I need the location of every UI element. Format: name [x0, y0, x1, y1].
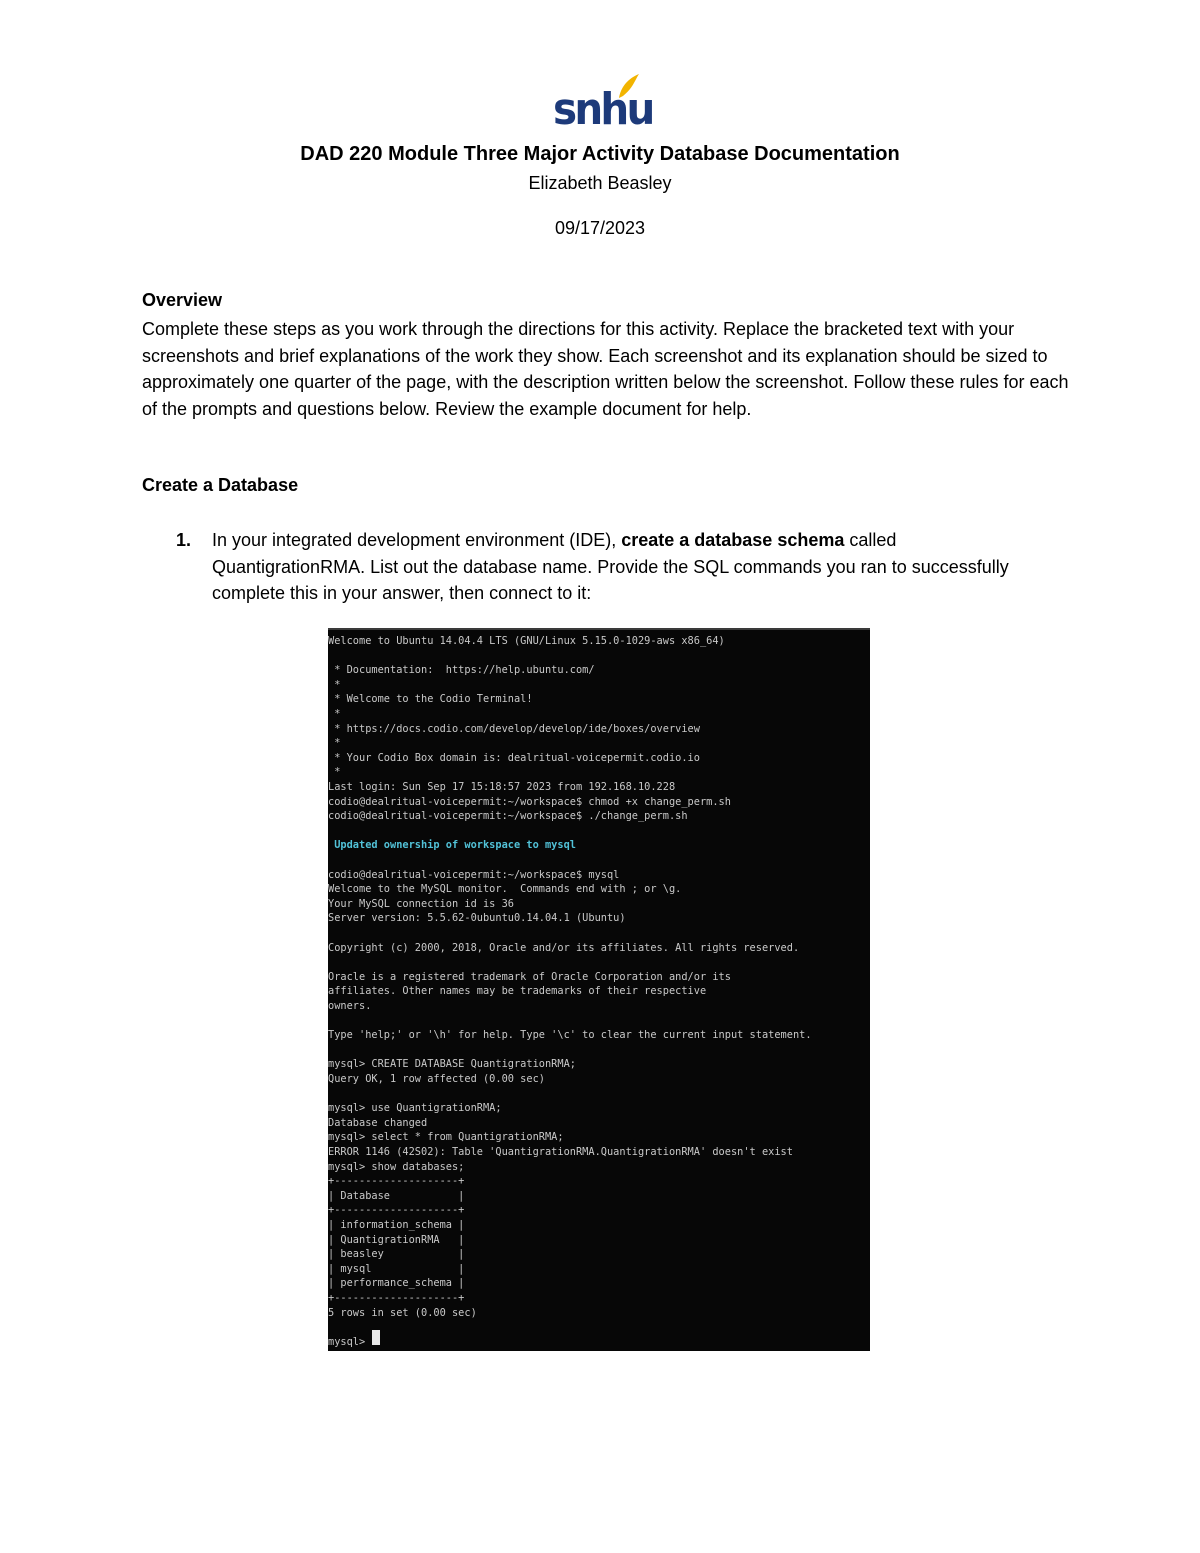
terminal-line: affiliates. Other names may be trademarks of their respective	[328, 985, 707, 998]
logo-text: snhu	[553, 84, 653, 135]
author-name: Elizabeth Beasley	[528, 173, 672, 193]
terminal-line: ERROR 1146 (42S02): Table 'QuantigrationRMA.QuantigrationRMA' doesn't exist	[328, 1146, 793, 1158]
terminal-line: mysql> CREATE DATABASE QuantigrationRMA;	[328, 1058, 576, 1071]
terminal-line: Updated ownership of workspace to mysql	[328, 839, 576, 852]
terminal-line: codio@dealritual-voicepermit:~/workspace$ ./change_perm.sh	[328, 810, 688, 823]
document-date: 09/17/2023	[554, 218, 646, 238]
terminal-line: Database changed	[328, 1116, 428, 1129]
terminal-line: * https://docs.codio.com/develop/develop/ide/boxes/overview	[328, 722, 700, 735]
terminal-line: mysql> select * from QuantigrationRMA;	[328, 1131, 564, 1144]
terminal-line: 5 rows in set (0.00 sec)	[328, 1306, 477, 1319]
terminal-line: Server version: 5.5.62-0ubuntu0.14.04.1 (Ubuntu)	[328, 912, 626, 925]
terminal-line: Welcome to Ubuntu 14.04.4 LTS (GNU/Linux 5.15.0-1029-aws x86_64)	[328, 635, 725, 647]
terminal-line: *	[328, 678, 341, 691]
terminal-line: +--------------------+	[328, 1175, 465, 1188]
terminal-line: mysql> use QuantigrationRMA;	[328, 1102, 502, 1115]
section-heading: Create a Database	[142, 475, 299, 495]
terminal-line: codio@dealritual-voicepermit:~/workspace$ chmod +x change_perm.sh	[328, 795, 731, 808]
terminal-line: +--------------------+	[328, 1292, 465, 1304]
overview-heading: Overview	[142, 290, 223, 310]
terminal-line: * Documentation: https://help.ubuntu.com/	[328, 664, 595, 677]
terminal-line: Last login: Sun Sep 17 15:18:57 2023 from 192.168.10.228	[328, 781, 676, 793]
terminal-line: mysql>	[328, 1335, 372, 1348]
terminal-line: Welcome to the MySQL monitor. Commands end with ; or \g.	[328, 883, 682, 896]
terminal-line: | performance_schema |	[328, 1277, 465, 1290]
terminal-cursor	[372, 1330, 380, 1345]
terminal-line: *	[328, 737, 341, 750]
terminal-line: Query OK, 1 row affected (0.00 sec)	[328, 1073, 545, 1085]
item-number: 1.	[176, 530, 192, 550]
terminal-line: * Your Codio Box domain is: dealritual-voicepermit.codio.io	[328, 751, 700, 764]
terminal-line: | information_schema |	[328, 1219, 465, 1231]
terminal-line: +--------------------+	[328, 1204, 465, 1217]
terminal-line: *	[328, 766, 341, 779]
terminal-line: Oracle is a registered trademark of Oracle Corporation and/or its	[328, 970, 731, 983]
terminal-line: * Welcome to the Codio Terminal!	[328, 693, 533, 706]
terminal-line: owners.	[328, 1000, 372, 1012]
overview-paragraph: Complete these steps as you work through the directions for this activity. Replace the bracketed text with your screenshots and brief explanations of the work they show. Each screenshot and its explanation should be sized to approximately one quarter of the page, with the description written below the screenshot. Follow these rules for each of the prompts and questions below. Review the example document for help.	[142, 319, 1069, 419]
terminal-line: mysql> show databases;	[328, 1160, 465, 1173]
terminal-line: Type 'help;' or '\h' for help. Type '\c' to clear the current input statement.	[328, 1029, 812, 1042]
terminal-line: Your MySQL connection id is 36	[328, 897, 514, 910]
terminal-line: | beasley |	[328, 1248, 465, 1261]
terminal-line: | QuantigrationRMA |	[328, 1233, 465, 1246]
snhu-logo	[553, 72, 653, 135]
page-title: DAD 220 Module Three Major Activity Database Documentation	[300, 143, 900, 165]
terminal-line: | mysql |	[328, 1262, 465, 1275]
terminal-line: *	[328, 708, 341, 720]
terminal-screenshot	[328, 628, 870, 1351]
terminal-line: Copyright (c) 2000, 2018, Oracle and/or its affiliates. All rights reserved.	[328, 941, 800, 954]
terminal-line: | Database |	[328, 1189, 465, 1202]
terminal-line: codio@dealritual-voicepermit:~/workspace$ mysql	[328, 868, 620, 881]
item-text: In your integrated development environment (IDE), create a database schema called QuantigrationRMA. List out the database name. Provide the SQL commands you ran to successfully complete this in your answer, then connect to it:	[212, 530, 1009, 603]
